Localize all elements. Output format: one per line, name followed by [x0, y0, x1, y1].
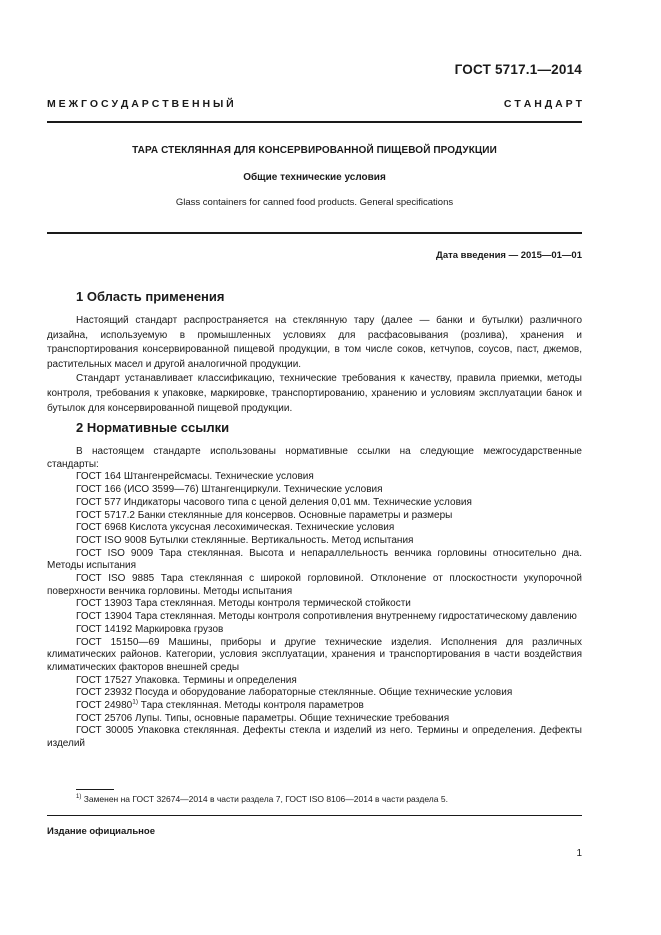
reference-item: ГОСТ ISO 9008 Бутылки стеклянные. Вертикальность. Метод испытания — [76, 534, 414, 546]
section-1-body — [47, 314, 582, 416]
reference-item: ГОСТ 30005 Упаковка стеклянная. Дефекты стекла и изделий из него. Термины и определения. Дефекты изделий — [47, 725, 582, 750]
reference-item: ГОСТ 577 Индикаторы часового типа с ценой деления 0,01 мм. Технические условия — [76, 496, 472, 508]
reference-item: ГОСТ ISO 9009 Тара стеклянная. Высота и непараллельность венчика горловины относительно дна. Методы испытания — [47, 547, 582, 572]
title-divider — [47, 232, 582, 234]
reference-item: ГОСТ 5717.2 Банки стеклянные для консервов. Основные параметры и размеры — [76, 509, 453, 521]
reference-code: ГОСТ 24980 — [76, 700, 133, 712]
section-1-heading: 1 Область применения — [76, 289, 225, 304]
references-intro: В настоящем стандарте использованы нормативные ссылки на следующие межгосударственные стандарты: — [47, 446, 582, 470]
page-number: 1 — [576, 848, 582, 859]
reference-item: ГОСТ 13903 Тара стеклянная. Методы контроля термической стойкости — [76, 598, 411, 610]
section-2-heading: 2 Нормативные ссылки — [76, 420, 230, 435]
footnote-text: Заменен на ГОСТ 32674—2014 в части раздела 7, ГОСТ ISO 8106—2014 в части раздела 5. — [81, 794, 448, 804]
standard-type-word-standard: С Т А Н Д А Р Т — [503, 98, 582, 110]
section-1-paragraph-1: Настоящий стандарт распространяется на стеклянную тару (далее — банки и бутылки) различного дизайна, используемую в промышленных условиях для расфасовывания (розлива), хранения и транспортирования консервированной пищевой продукции, в том числе соков, кетчупов, соусов, паст, джемов, растительных масел и другой аналогичной продукции. — [47, 315, 582, 370]
reference-item: ГОСТ 17527 Упаковка. Термины и определения — [76, 674, 297, 686]
document-title: ТАРА СТЕКЛЯННАЯ ДЛЯ КОНСЕРВИРОВАННОЙ ПИЩЕВОЙ ПРОДУКЦИИ — [132, 145, 497, 156]
section-1-paragraph-2: Стандарт устанавливает классификацию, технические требования к качеству, правила приемки, методы контроля, требования к упаковке, маркировке, транспортированию, хранению и условиям эксплуатации банок и бутылок для консервированной пищевой продукции. — [47, 373, 582, 414]
reference-item-with-footnote — [47, 700, 582, 713]
reference-item: ГОСТ 13904 Тара стеклянная. Методы контроля сопротивления внутреннему гидростатическому давлению — [76, 611, 577, 623]
footnote — [76, 794, 448, 804]
reference-item: ГОСТ 15150—69 Машины, приборы и другие технические изделия. Исполнения для различных климатических районов. Категории, условия эксплуатации, хранения и транспортирования в части воздействия климатических факторов внешней среды — [47, 636, 582, 673]
reference-title: Тара стеклянная. Методы контроля параметров — [138, 700, 364, 712]
reference-item: ГОСТ 166 (ИСО 3599—76) Штангенциркули. Технические условия — [76, 484, 383, 496]
reference-item: ГОСТ 25706 Лупы. Типы, основные параметры. Общие технические требования — [76, 712, 450, 724]
header-divider — [47, 121, 582, 123]
footnote-divider — [76, 789, 114, 790]
document-title-english: Glass containers for canned food products. General specifications — [175, 197, 454, 208]
normative-references-list — [47, 446, 582, 751]
standard-type-word-interstate: М Е Ж Г О С У Д А Р С Т В Е Н Н Ы Й — [47, 98, 234, 110]
document-subtitle: Общие технические условия — [243, 172, 386, 183]
reference-item: ГОСТ 6968 Кислота уксусная лесохимическая. Технические условия — [76, 522, 395, 534]
reference-item: ГОСТ 14192 Маркировка грузов — [76, 623, 224, 635]
edition-label: Издание официальное — [47, 826, 155, 837]
footer-divider — [47, 815, 582, 816]
reference-item: ГОСТ 23932 Посуда и оборудование лабораторные стеклянные. Общие технические условия — [76, 687, 513, 699]
footnote-marker: 1) — [132, 698, 138, 706]
footnote-marker: 1) — [76, 794, 82, 801]
introduction-date: Дата введения — 2015—01—01 — [436, 250, 582, 261]
standard-type-heading — [47, 98, 582, 110]
document-number: ГОСТ 5717.1—2014 — [454, 62, 582, 77]
reference-item: ГОСТ ISO 9885 Тара стеклянная с широкой горловиной. Отклонение от плоскостности укупорочной поверхности венчика горловины. Методы испытания — [47, 573, 582, 597]
reference-item: ГОСТ 164 Штангенрейсмасы. Технические условия — [76, 471, 314, 483]
